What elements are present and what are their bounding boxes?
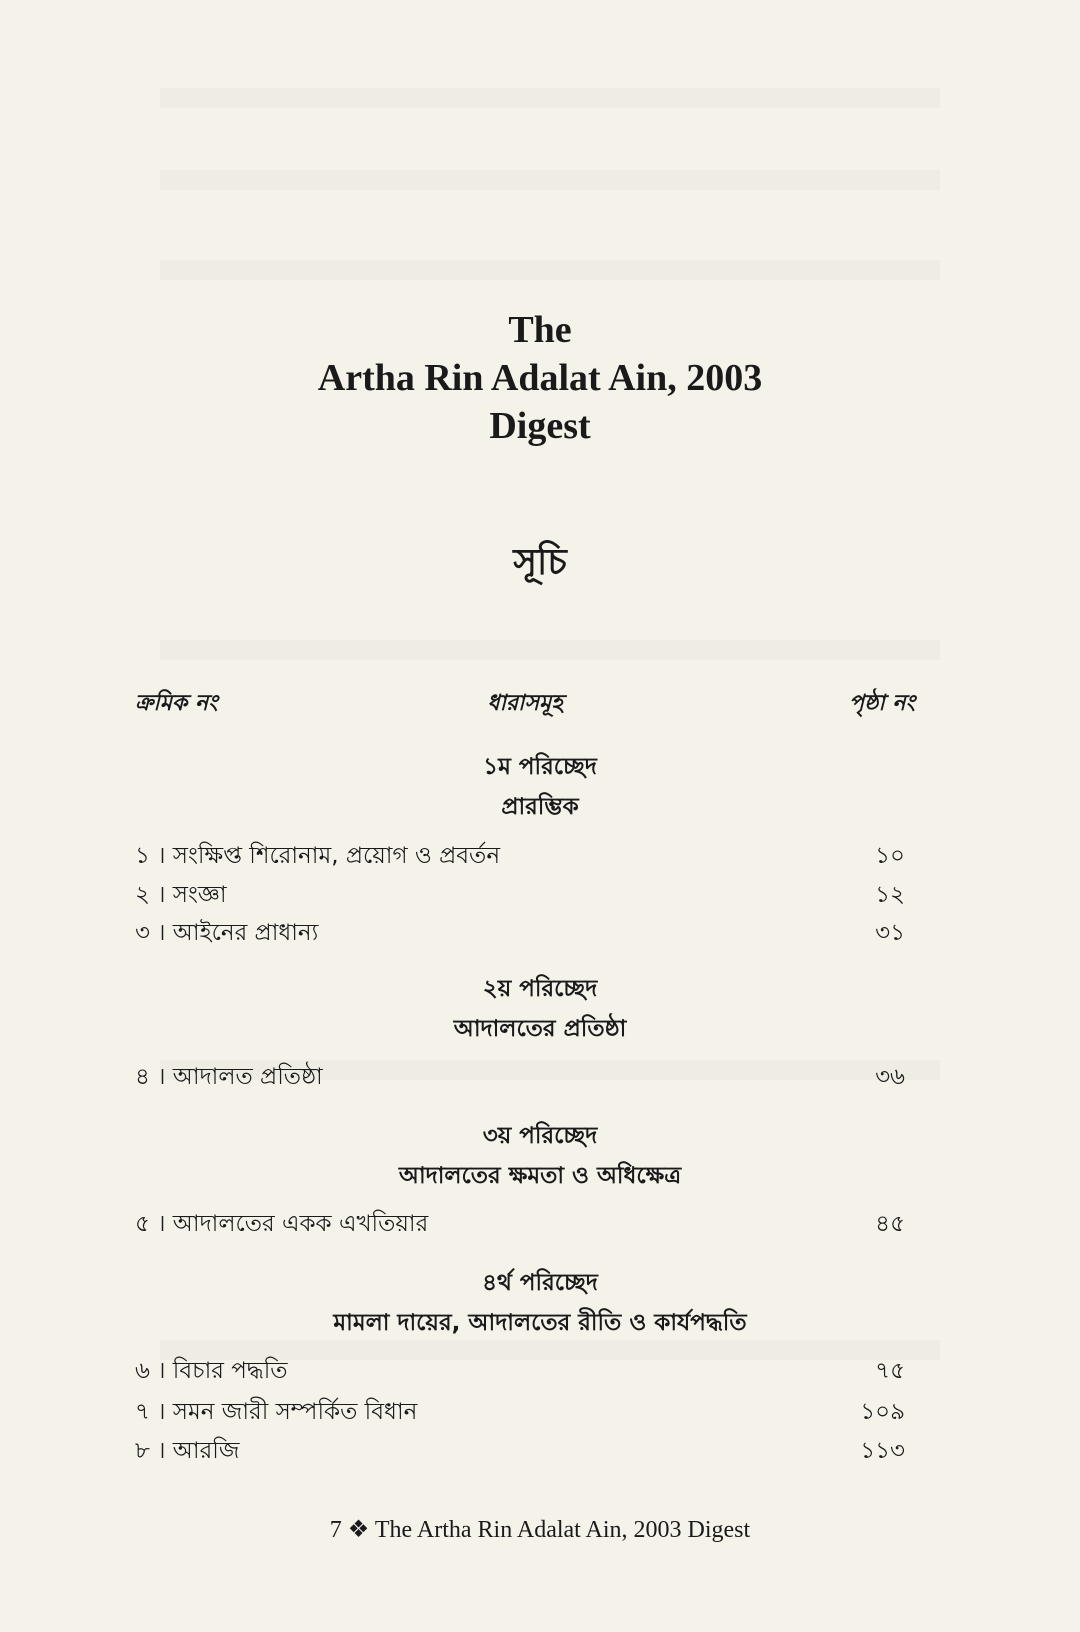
bleed-through-line <box>160 170 940 190</box>
toc-entry-page: ৩৬ <box>875 1064 905 1090</box>
chapter-subtitle: মামলা দায়ের, আদালতের রীতি ও কার্যপদ্ধতি <box>333 1310 747 1336</box>
toc-entry-page: ৭৫ <box>875 1358 905 1384</box>
toc-entry[interactable] <box>135 876 905 912</box>
toc-entry-label: ২ । সংজ্ঞা <box>135 882 227 908</box>
chapter-subtitle: আদালতের প্রতিষ্ঠা <box>453 1016 627 1042</box>
toc-entry[interactable] <box>135 1352 905 1388</box>
column-header-sections: ধারাসমূহ <box>487 691 563 716</box>
title-line-3: Digest <box>489 405 591 447</box>
chapter-title: ২য় পরিচ্ছেদ <box>482 976 598 1002</box>
bleed-through-line <box>160 640 940 660</box>
toc-entry-label: ৩ । আইনের প্রাধান্য <box>135 920 319 946</box>
toc-entry[interactable] <box>135 1058 905 1094</box>
chapter-subtitle: আদালতের ক্ষমতা ও অধিক্ষেত্র <box>398 1163 682 1189</box>
toc-entry-label: ৬ । বিচার পদ্ধতি <box>135 1358 288 1384</box>
footer-text: The Artha Rin Adalat Ain, 2003 Digest <box>374 1517 751 1543</box>
toc-entry[interactable] <box>135 914 905 950</box>
bleed-through-line <box>160 88 940 108</box>
toc-entry[interactable] <box>135 1432 905 1468</box>
chapter-subtitle: প্রারম্ভিক <box>501 794 579 820</box>
chapter-title: ৩য় পরিচ্ছেদ <box>482 1123 598 1149</box>
contents-heading: সূচি <box>513 542 567 583</box>
document-title <box>0 306 1080 450</box>
chapter-title: ৪র্থ পরিচ্ছেদ <box>482 1270 598 1296</box>
toc-entry-page: ১০ <box>875 843 905 869</box>
toc-entry-page: ৪৫ <box>875 1211 905 1237</box>
toc-entry-label: ৪ । আদালত প্রতিষ্ঠা <box>135 1064 323 1090</box>
column-header-serial: ক্রমিক নং <box>135 691 218 716</box>
bleed-through-line <box>160 260 940 280</box>
toc-entry[interactable] <box>135 1393 905 1429</box>
toc-entry-label: ৫ । আদালতের একক এখতিয়ার <box>135 1211 429 1237</box>
toc-entry-page: ১০৯ <box>860 1399 905 1425</box>
toc-entry-page: ১১৩ <box>860 1438 905 1464</box>
footer-separator-icon: ❖ <box>347 1517 370 1543</box>
toc-entry-label: ৮ । আরজি <box>135 1438 240 1464</box>
title-line-1: The <box>508 309 572 351</box>
toc-entry[interactable] <box>135 837 905 873</box>
column-header-page: পৃষ্ঠা নং <box>849 691 915 716</box>
toc-entry-label: ৭ । সমন জারী সম্পর্কিত বিধান <box>135 1399 418 1425</box>
footer-page-number: 7 <box>329 1517 342 1543</box>
column-headers <box>135 686 915 722</box>
toc-entry-page: ৩১ <box>875 920 905 946</box>
toc-entry[interactable] <box>135 1205 905 1241</box>
title-line-2: Artha Rin Adalat Ain, 2003 <box>317 357 763 399</box>
toc-entry-label: ১ । সংক্ষিপ্ত শিরোনাম, প্রয়োগ ও প্রবর্তন <box>135 843 501 869</box>
toc-entry-page: ১২ <box>875 882 905 908</box>
page-footer <box>0 1515 1080 1544</box>
chapter-title: ১ম পরিচ্ছেদ <box>483 754 597 780</box>
